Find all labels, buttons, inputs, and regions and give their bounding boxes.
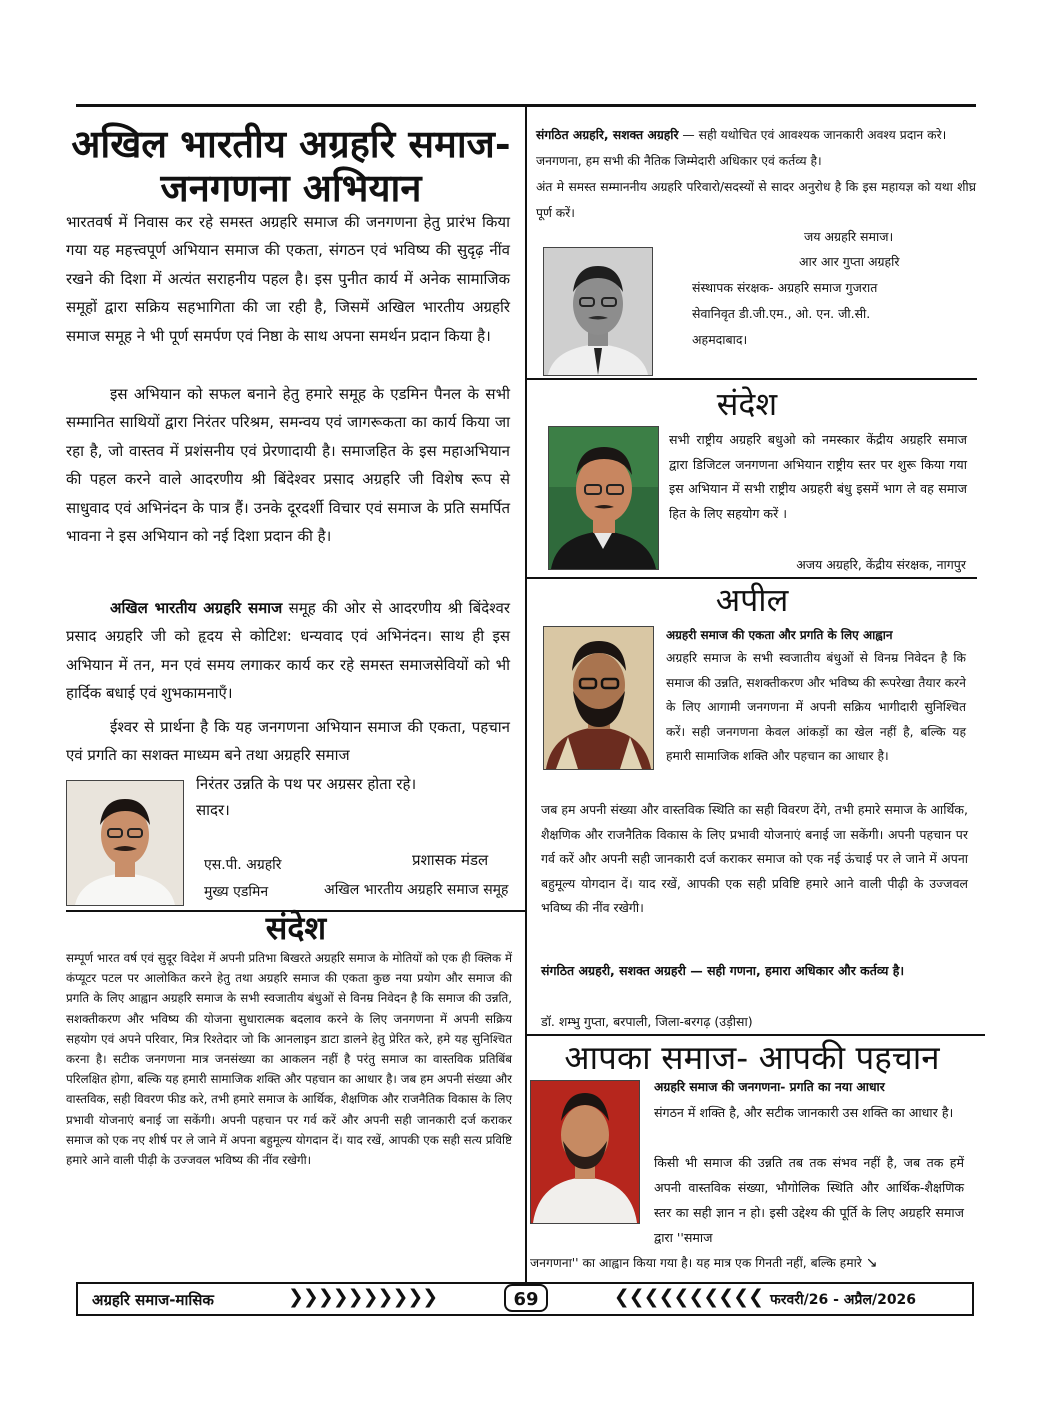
last-subtitle: अग्रहरि समाज की जनगणना- प्रगति का नया आधार bbox=[654, 1080, 885, 1094]
right-top-bold: संगठित अग्रहरि, सशक्त अग्रहरि bbox=[536, 128, 679, 142]
last-text-2: किसी भी समाज की उन्नति तब तक संभव नहीं है, जब तक हमें अपनी वास्तविक संख्या, भौगोलिक स्थिति और आर्थिक-शैक्षणिक स्तर का सही ज्ञान न हो। इसी उद्देश्य की पूर्ति के लिए अग्रहरि समाज द्वारा ''समाज bbox=[654, 1155, 964, 1245]
right-top-line3: अंत मे समस्त सम्माननीय अग्रहरि परिवारो/सदस्यों से सादर अनुरोध है कि इस महायज्ञ को यथा शीघ्र पूर्ण करें। bbox=[536, 180, 976, 220]
left-para-1: भारतवर्ष में निवास कर रहे समस्त अग्रहरि समाज की जनगणना हेतु प्रारंभ किया गया यह महत्त्वपूर्ण अभियान समाज की एकता, संगठन एवं भविष्य की सुदृढ़ नींव रखने की दिशा में अत्यंत सराहनीय पहल है। इस पुनीत कार्य में अनेक सामाजिक समूहों द्वारा सक्रिय सहभागिता की जा रही है, जिसमें अखिल भारतीय अग्रहरि समाज समूह ने भी पूर्ण समर्पण एवं निष्ठा के साथ अपना समर्थन प्रदान किया है। bbox=[66, 213, 510, 345]
photo-ajay-agrahari bbox=[548, 426, 659, 570]
right-top-line2: जनगणना, हम सभी की नैतिक जिम्मेदारी अधिकार एवं कर्तव्य है। bbox=[536, 154, 822, 168]
left-para-3 bbox=[66, 594, 510, 708]
photo-sp-agrahari bbox=[66, 780, 184, 906]
photo-shambhu-gupta bbox=[543, 626, 654, 770]
right-top-text: — सही यथोचित एवं आवश्यक जानकारी अवश्य प्रदान करे। bbox=[678, 128, 947, 142]
sig1-line1: आर आर गुप्ता अग्रहरि bbox=[799, 254, 900, 269]
sig1-line2: संस्थापक संरक्षक- अग्रहरि समाज गुजरात bbox=[692, 280, 878, 295]
photo-young-man bbox=[530, 1080, 640, 1224]
last-text-3 bbox=[530, 1254, 877, 1271]
photo-rr-gupta bbox=[543, 247, 653, 376]
left-para-3-bold: अखिल भारतीय अग्रहरि समाज bbox=[110, 599, 283, 617]
sign-role: मुख्य एडमिन bbox=[204, 884, 269, 900]
jay-agrahari: जय अग्रहरि समाज। bbox=[804, 229, 894, 244]
right-sandesh-text: सभी राष्ट्रीय अग्रहरि बधुओ को नमस्कार केंद्रीय अग्रहरि समाज द्वारा डिजिटल जनगणना अभियान राष्ट्रीय स्तर पर शुरू किया गया इस अभियान में सभी राष्ट्रीय अग्रहरी बंधु इसमें भाग ले वह समाज हित के लिए सहयोग करें । bbox=[669, 432, 967, 521]
last-title: आपका समाज- आपकी पहचान bbox=[564, 1038, 940, 1077]
footer-ornament-left: ❯❯❯❯❯❯❯❯❯❯ bbox=[288, 1286, 438, 1308]
last-text-3-content: जनगणना'' का आह्वान किया गया है। यह मात्र एक गिनती नहीं, बल्कि हमारे bbox=[530, 1256, 862, 1270]
appeal-text-1: अग्रहरि समाज के सभी स्वजातीय बंधुओं से विनम्र निवेदन है कि समाज की उन्नति, सशक्तीकरण और भविष्य की रूपरेखा तैयार करने के लिए आगामी जनगणना में अपनी सक्रिय भागीदारी सुनिश्चित करें। सही जनगणना केवल आंकड़ों का खेल नहीं है, बल्कि यह हमारी सामाजिक शक्ति और पहचान का आधार है। bbox=[666, 651, 966, 764]
sign-admin-board: प्रशासक मंडल bbox=[412, 851, 489, 869]
appeal-title: अपील bbox=[715, 581, 789, 619]
person-portrait-icon bbox=[544, 627, 653, 769]
appeal-slogan: संगठित अग्रहरी, सशक्त अग्रहरी — सही गणना, हमारा अधिकार और कर्तव्य है। bbox=[541, 963, 905, 978]
sign-name: एस.पी. अग्रहरि bbox=[204, 857, 282, 873]
left-para-2-text: इस अभियान को सफल बनाने हेतु हमारे समूह के एडमिन पैनल के सभी सम्मानित साथियों द्वारा निरंतर परिश्रम, समन्वय एवं जागरूकता का कार्य किया जा रहा है, जो वास्तव में प्रशंसनीय एवं प्रेरणादायी है। समाजहित के इस महाअभियान की पहल करने वाले आदरणीय श्री बिंदेश्वर प्रसाद अग्रहरि जी विशेष रूप से साधुवाद एवं अभिनंदन के पात्र हैं। उनके दूरदर्शी विचार एवं समाज के प्रति समर्पित भावना ने इस अभियान को नई दिशा प्रदान की है। bbox=[66, 385, 510, 546]
right-divider-2 bbox=[527, 577, 977, 579]
footer-ornament-right bbox=[556, 1286, 764, 1308]
sign-group-name: अखिल भारतीय अग्रहरि समाज समूह bbox=[324, 882, 509, 898]
footer-magazine-name: अग्रहरि समाज-मासिक bbox=[92, 1291, 214, 1309]
person-portrait-icon bbox=[67, 781, 183, 905]
sadar-text: सादर। bbox=[196, 801, 230, 819]
column-divider bbox=[525, 107, 527, 1282]
sig1-line3: सेवानिवृत डी.जी.एम., ओ. एन. जी.सी. bbox=[692, 306, 871, 321]
person-portrait-icon bbox=[531, 1081, 639, 1223]
person-portrait-icon bbox=[549, 427, 658, 569]
person-portrait-icon bbox=[544, 248, 652, 375]
appeal-sign: डॉ. शम्भु गुप्ता, बरपाली, जिला-बरगढ़ (उड़ीसा) bbox=[541, 1014, 753, 1029]
footer-page-number: 69 bbox=[504, 1284, 548, 1312]
main-title-line1: अखिल भारतीय अग्रहरि समाज- bbox=[71, 121, 511, 166]
continue-arrow-icon: ↘ bbox=[865, 1255, 878, 1271]
sig1-line4: अहमदाबाद। bbox=[692, 332, 748, 347]
footer-ornament-right-text: ❯❯❯❯❯❯❯❯❯❯ bbox=[614, 1286, 764, 1308]
main-title-line2: जनगणना अभियान bbox=[160, 165, 422, 210]
right-sandesh-title: संदेश bbox=[716, 385, 778, 423]
left-sandesh-title: संदेश bbox=[265, 909, 327, 947]
left-para-4: ईश्वर से प्रार्थना है कि यह जनगणना अभियान समाज की एकता, पहचान एवं प्रगति का सशक्त माध्यम बने तथा अग्रहरि समाज bbox=[66, 718, 510, 765]
right-sandesh-sign: अजय अग्रहरि, केंद्रीय संरक्षक, नागपुर bbox=[796, 557, 966, 572]
left-para-3-text: समूह की ओर से आदरणीय श्री बिंदेश्वर प्रसाद अग्रहरि जी को हृदय से कोटिश: धन्यवाद एवं अभिनंदन। साथ ही इस अभियान में तन, मन एवं समय लगाकर कार्य कर रहे समस्त समाजसेवियों को भी हार्दिक बधाई एवं शुभकामनाएँ। bbox=[66, 599, 511, 703]
footer-date: फरवरी/26 - अप्रैल/2026 bbox=[770, 1292, 917, 1308]
left-para-4-cont: निरंतर उन्नति के पथ पर अग्रसर होता रहे। bbox=[196, 775, 417, 793]
right-top-block bbox=[536, 122, 976, 226]
last-text-1: संगठन में शक्ति है, और सटीक जानकारी उस शक्ति का आधार है। bbox=[654, 1105, 954, 1120]
appeal-subtitle: अग्रहरी समाज की एकता और प्रगति के लिए आह्वान bbox=[666, 628, 893, 642]
left-sandesh-text: सम्पूर्ण भारत वर्ष एवं सुदूर विदेश में अपनी प्रतिभा बिखरते अग्रहरि समाज के मोतियों को एक ही क्लिक में कंप्यूटर पटल पर आलोकित करने हेतु तथा अग्रहरि समाज की एकता कुछ नया प्रयोग और समाज की प्रगति के लिए आह्वान अग्रहरि समाज के सभी स्वजातीय बंधुओं से विनम्र निवेदन है कि समाज की उन्नति, सशक्तीकरण और भविष्य की योजना सुधारात्मक बदलाव करने के लिए जनगणना में अपनी सक्रिय सहयोग एवं अपने परिवार, मित्र रिश्तेदार जो कि आनलाइन डाटा डालने हेतु प्रेरित करे, हमे यह सुनिश्चित करना है। सटीक जनगणना मात्र जनसंख्या का आकलन नहीं है परंतु समाज का वास्तविक प्रतिबिंब परिलक्षित होगा, बल्कि यह हमारी सामाजिक शक्ति और पहचान का आधार है। जब हम अपनी संख्या और वास्तविक, सही विवरण फीड करे, तभी हमारे समाज के आर्थिक, शैक्षणिक और राजनैतिक विकास के लिए प्रभावी योजनाएं बनाई जा सकेंगी। अपनी पहचान पर गर्व करें और अपनी सही जानकारी दर्ज कराकर समाज को एक नए शीर्ष पर ले जाने में अपना बहुमूल्य योगदान दें। याद रखें, आपकी एक सही सत्य प्रविष्टि हमारे आने वाली पीढ़ी के उज्जवल भविष्य की नींव रखेगी। bbox=[66, 951, 512, 1168]
left-para-2 bbox=[66, 380, 510, 550]
appeal-text-2: जब हम अपनी संख्या और वास्तविक स्थिति का सही विवरण देंगे, तभी हमारे समाज के आर्थिक, शैक्षणिक और राजनैतिक विकास के लिए प्रभावी योजनाएं बनाई जा सकेंगी। अपनी पहचान पर गर्व करें और अपनी सही जानकारी दर्ज कराकर समाज को एक नई ऊंचाई पर ले जाने में अपना बहुमूल्य योगदान दें। याद रखें, आपकी एक सही प्रविष्टि हमारे आने वाली पीढ़ी के उज्जवल भविष्य की नींव रखेगी। bbox=[541, 802, 968, 916]
right-divider-1 bbox=[527, 378, 977, 380]
